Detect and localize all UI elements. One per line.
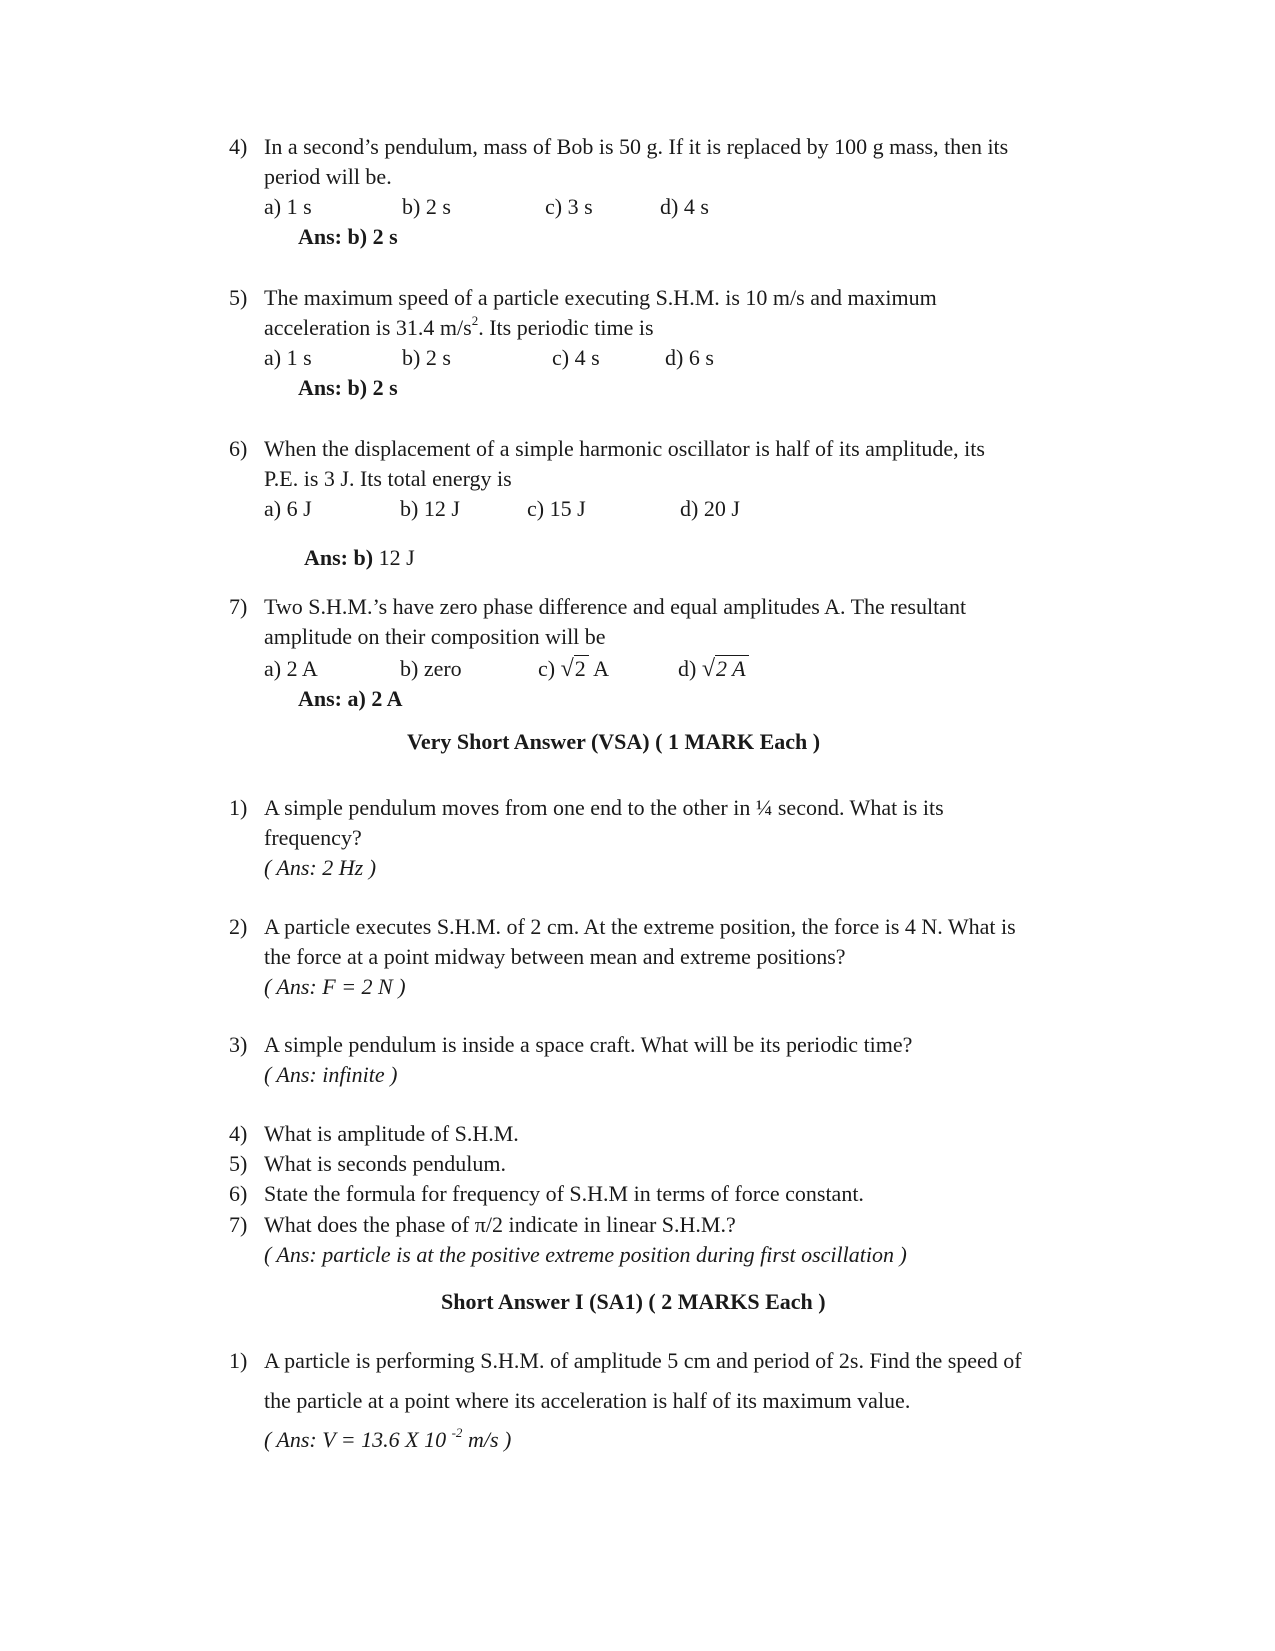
answer: ( Ans: infinite ) — [264, 1062, 398, 1087]
question-text: P.E. is 3 J. Its total energy is — [264, 466, 512, 491]
answer: ( Ans: 2 Hz ) — [264, 855, 377, 880]
option-c: c) 3 s — [545, 194, 593, 219]
sqrt-symbol: √2 A — [702, 654, 749, 684]
question-number: 6) — [229, 1181, 248, 1206]
question-text: the particle at a point where its acceleration is half of its maximum value. — [264, 1388, 911, 1413]
question-text: A simple pendulum moves from one end to the other in ¼ second. What is its — [264, 795, 944, 820]
question-text: the force at a point midway between mean and extreme positions? — [264, 944, 846, 969]
answer: ( Ans: F = 2 N ) — [264, 974, 406, 999]
question-number: 7) — [229, 1212, 248, 1237]
option-c: c) √2 A — [538, 656, 609, 682]
option-a: a) 1 s — [264, 345, 312, 370]
option-c: c) 4 s — [552, 345, 600, 370]
question-text: When the displacement of a simple harmonic oscillator is half of its amplitude, its — [264, 436, 985, 461]
question-number: 4) — [229, 134, 248, 159]
question-number: 5) — [229, 285, 248, 310]
question-number: 2) — [229, 914, 248, 939]
answer: Ans: b) 2 s — [298, 224, 398, 249]
question-number: 7) — [229, 594, 248, 619]
question-number: 6) — [229, 436, 248, 461]
option-a: a) 1 s — [264, 194, 312, 219]
answer: Ans: a) 2 A — [298, 686, 403, 711]
question-text: A simple pendulum is inside a space craft. What will be its periodic time? — [264, 1032, 913, 1057]
question-text: Two S.H.M.’s have zero phase difference and equal amplitudes A. The resultant — [264, 594, 967, 619]
question-number: 1) — [229, 1348, 248, 1373]
option-a: a) 6 J — [264, 496, 312, 521]
question-number: 4) — [229, 1121, 248, 1146]
option-d: d) 6 s — [665, 345, 714, 370]
question-text: The maximum speed of a particle executing S.H.M. is 10 m/s and maximum — [264, 285, 937, 310]
option-a: a) 2 A — [264, 656, 318, 681]
question-text: amplitude on their composition will be — [264, 624, 606, 649]
option-d: d) 4 s — [660, 194, 709, 219]
option-d: d) √2 A — [678, 654, 749, 684]
option-b: b) 12 J — [400, 496, 460, 521]
question-number: 3) — [229, 1032, 248, 1057]
question-number: 5) — [229, 1151, 248, 1176]
question-text: State the formula for frequency of S.H.M in terms of force constant. — [264, 1181, 864, 1206]
question-text: frequency? — [264, 825, 362, 850]
option-b: b) zero — [400, 656, 462, 681]
question-number: 1) — [229, 795, 248, 820]
question-text: period will be. — [264, 164, 392, 189]
question-text: What is amplitude of S.H.M. — [264, 1121, 519, 1146]
section-heading-vsa: Very Short Answer (VSA) ( 1 MARK Each ) — [407, 729, 821, 754]
option-c: c) 15 J — [527, 496, 586, 521]
section-heading-sa1: Short Answer I (SA1) ( 2 MARKS Each ) — [441, 1289, 826, 1314]
question-text: acceleration is 31.4 $m/s^2$. Its periodic time is — [264, 312, 654, 340]
answer: Ans: b) 12 J — [304, 545, 415, 570]
answer: Ans: b) 2 s — [298, 375, 398, 400]
sqrt-symbol: √2 — [561, 654, 589, 684]
question-text: What does the phase of π/2 indicate in linear S.H.M.? — [264, 1212, 736, 1237]
answer: ( Ans: particle is at the positive extreme position during first oscillation ) — [264, 1242, 907, 1267]
question-text: A particle executes S.H.M. of 2 cm. At the extreme position, the force is 4 N. What is — [264, 914, 1016, 939]
question-text: What is seconds pendulum. — [264, 1151, 506, 1176]
option-b: b) 2 s — [402, 345, 451, 370]
answer: ( Ans: V = 13.6 X 10 $^{-2}$ m/s ) — [264, 1424, 512, 1452]
question-text: A particle is performing S.H.M. of amplitude 5 cm and period of 2s. Find the speed of — [264, 1348, 1022, 1373]
option-d: d) 20 J — [680, 496, 740, 521]
option-b: b) 2 s — [402, 194, 451, 219]
question-text: In a second’s pendulum, mass of Bob is 50 g. If it is replaced by 100 g mass, then its — [264, 134, 1009, 159]
